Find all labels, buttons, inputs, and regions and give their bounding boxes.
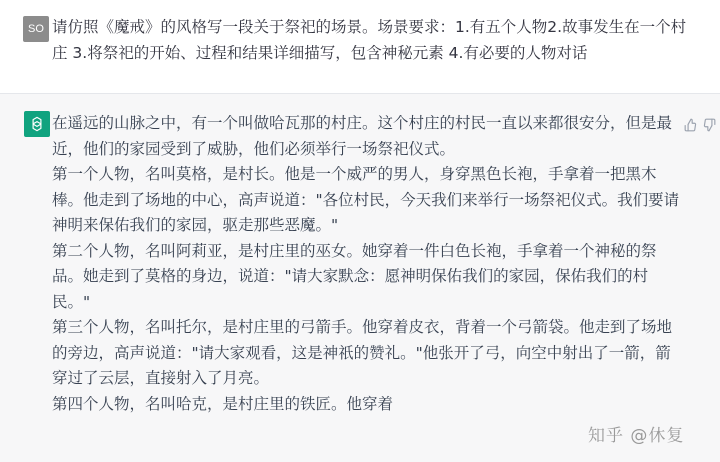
assistant-message-line: 穿过了云层，直接射入了月亮。 <box>52 369 270 387</box>
assistant-message-line: 神明来保佑我们的家园，驱走那些恶魔。" <box>52 216 339 234</box>
user-avatar: SO <box>23 16 49 42</box>
assistant-message-line: 第二个人物，名叫阿莉亚，是村庄里的巫女。她穿着一件白色长袍，手拿着一个神秘的祭 <box>52 241 657 260</box>
assistant-message-line: 近，他们的家园受到了威胁，他们必须举行一场祭祀仪式。 <box>52 139 456 158</box>
assistant-message <box>0 94 720 462</box>
assistant-message-line: 棒。他走到了场地的中心，高声说道："各位村民，今天我们来举行一场祭祀仪式。我们要请 <box>52 190 680 209</box>
user-message <box>0 0 720 93</box>
assistant-message-line: 第一个人物，名叫莫格，是村长。他是一个威严的男人，身穿黑色长袍，手拿着一把黑木 <box>52 165 657 183</box>
user-message-text <box>52 14 692 66</box>
thumbs-down-icon[interactable] <box>702 118 716 132</box>
openai-logo-icon <box>24 111 50 137</box>
assistant-message-line: 第四个人物，名叫哈克，是村庄里的铁匠。他穿着 <box>52 394 394 413</box>
assistant-message-line: 第三个人物，名叫托尔，是村庄里的弓箭手。他穿着皮衣，背着一个弓箭袋。他走到了场地 <box>52 318 673 336</box>
assistant-message-line: 品。她走到了莫格的身边，说道："请大家默念：愿神明保佑我们的家园，保佑我们的村 <box>52 267 649 285</box>
user-message-line: 请仿照《魔戒》的风格写一段关于祭祀的场景。场景要求：1.有五个人物2.故事发生在一个村 <box>52 18 687 36</box>
assistant-message-line: 民。" <box>52 292 91 311</box>
user-message-line: 庄 3.将祭祀的开始、过程和结果详细描写，包含神秘元素 4.有必要的人物对话 <box>52 44 588 62</box>
watermark: 知乎 @休复 <box>588 426 685 446</box>
assistant-message-line: 的旁边，高声说道："请大家观看，这是神祇的赞礼。"他张开了弓，向空中射出了一箭，箭 <box>52 343 671 362</box>
thumbs-up-icon[interactable] <box>684 118 698 132</box>
assistant-message-text <box>52 111 692 417</box>
assistant-message-line: 在遥远的山脉之中，有一个叫做哈瓦那的村庄。这个村庄的村民一直以来都很安分，但是最 <box>52 114 673 132</box>
